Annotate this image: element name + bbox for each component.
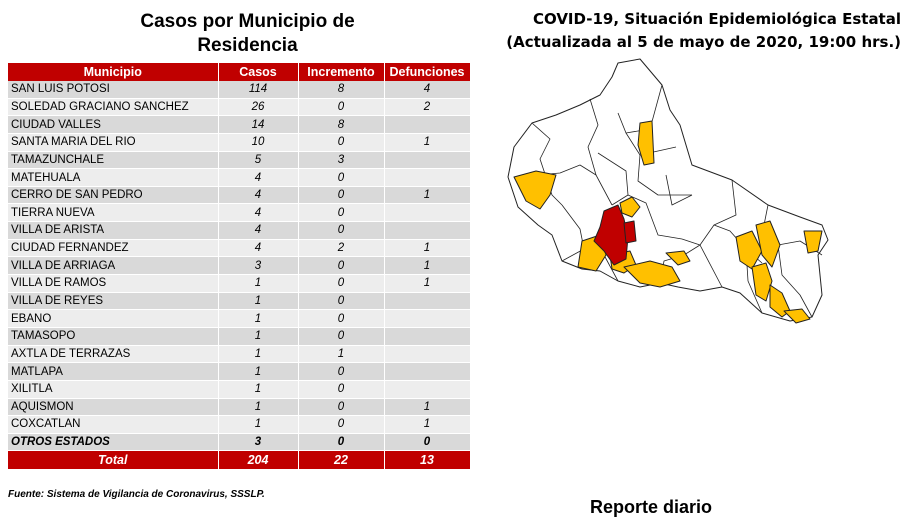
cell-incremento: 0 <box>298 416 384 434</box>
cell-defunciones <box>384 169 470 187</box>
table-row <box>8 257 470 275</box>
table-title-line2: Residencia <box>197 35 298 56</box>
cell-municipio: VILLA DE REYES <box>8 292 218 310</box>
cell-municipio: TAMASOPO <box>8 327 218 345</box>
cell-incremento: 0 <box>298 398 384 416</box>
cell-incremento: 2 <box>298 239 384 257</box>
cell-municipio: TAMAZUNCHALE <box>8 151 218 169</box>
cell-casos: 4 <box>218 204 298 222</box>
table-row <box>8 98 470 116</box>
map-title <box>506 8 901 54</box>
cell-casos: 1 <box>218 292 298 310</box>
cell-defunciones <box>384 204 470 222</box>
cell-casos: 114 <box>218 81 298 98</box>
cell-defunciones: 1 <box>384 239 470 257</box>
cell-defunciones <box>384 327 470 345</box>
cell-defunciones: 1 <box>384 133 470 151</box>
cell-incremento: 3 <box>298 151 384 169</box>
cell-casos: 1 <box>218 310 298 328</box>
cell-municipio: CIUDAD VALLES <box>8 116 218 134</box>
cell-casos: 1 <box>218 327 298 345</box>
source-note: Fuente: Sistema de Vigilancia de Coronavirus, SSSLP. <box>8 489 265 500</box>
cell-incremento: 0 <box>298 380 384 398</box>
cases-table <box>8 63 471 470</box>
cell-casos: 1 <box>218 416 298 434</box>
table-title <box>100 10 395 58</box>
cell-municipio: VILLA DE RAMOS <box>8 275 218 293</box>
cell-casos: 1 <box>218 345 298 363</box>
municipio-mayor-casos <box>624 221 636 243</box>
table-row <box>8 363 470 381</box>
cell-municipio: TIERRA NUEVA <box>8 204 218 222</box>
cell-defunciones <box>384 345 470 363</box>
table-row <box>8 398 470 416</box>
cell-defunciones <box>384 363 470 381</box>
cell-incremento: 0 <box>298 292 384 310</box>
cell-casos: 4 <box>218 222 298 240</box>
map-title-line1: COVID-19, Situación Epidemiológica Estatal <box>532 10 901 28</box>
cell-municipio: COXCATLAN <box>8 416 218 434</box>
cell-defunciones: 2 <box>384 98 470 116</box>
cell-casos: 10 <box>218 133 298 151</box>
table-header-row <box>8 63 470 81</box>
table-row <box>8 204 470 222</box>
cell-municipio: CERRO DE SAN PEDRO <box>8 186 218 204</box>
cell-incremento: 0 <box>298 98 384 116</box>
table-row <box>8 310 470 328</box>
cell-incremento: 0 <box>298 133 384 151</box>
cell-incremento: 0 <box>298 327 384 345</box>
cell-defunciones <box>384 380 470 398</box>
table-row <box>8 275 470 293</box>
cell-incremento: 0 <box>298 222 384 240</box>
table-row <box>8 292 470 310</box>
cell-casos: 1 <box>218 398 298 416</box>
cell-defunciones: 1 <box>384 398 470 416</box>
cell-municipio: EBANO <box>8 310 218 328</box>
cell-defunciones <box>384 310 470 328</box>
cell-casos: 1 <box>218 363 298 381</box>
table-row <box>8 239 470 257</box>
cell-incremento: 0 <box>298 169 384 187</box>
cell-incremento: 0 <box>298 186 384 204</box>
cell-municipio: CIUDAD FERNANDEZ <box>8 239 218 257</box>
cell-municipio: OTROS ESTADOS <box>8 433 218 451</box>
cell-defunciones <box>384 151 470 169</box>
table-row <box>8 416 470 434</box>
header-incremento: Incremento <box>298 63 384 81</box>
table-row <box>8 327 470 345</box>
cell-casos: 14 <box>218 116 298 134</box>
header-municipio: Municipio <box>8 63 218 81</box>
header-casos: Casos <box>218 63 298 81</box>
cell-defunciones: 0 <box>384 433 470 451</box>
cell-casos: 4 <box>218 186 298 204</box>
cell-municipio: AXTLA DE TERRAZAS <box>8 345 218 363</box>
table-row <box>8 345 470 363</box>
cell-municipio: MATLAPA <box>8 363 218 381</box>
cell-incremento: 0 <box>298 275 384 293</box>
cell-municipio: XILITLA <box>8 380 218 398</box>
cell-casos: 26 <box>218 98 298 116</box>
table-row-otros-estados <box>8 433 470 451</box>
cell-incremento: 8 <box>298 81 384 98</box>
cell-defunciones: 4 <box>384 81 470 98</box>
cell-defunciones <box>384 222 470 240</box>
total-defunciones: 13 <box>384 451 470 470</box>
total-incremento: 22 <box>298 451 384 470</box>
cell-incremento: 0 <box>298 310 384 328</box>
cell-defunciones: 1 <box>384 186 470 204</box>
table-row <box>8 151 470 169</box>
cell-municipio: MATEHUALA <box>8 169 218 187</box>
cell-casos: 3 <box>218 257 298 275</box>
cell-incremento: 8 <box>298 116 384 134</box>
cell-municipio: SOLEDAD GRACIANO SANCHEZ <box>8 98 218 116</box>
total-row <box>8 451 470 470</box>
cell-incremento: 0 <box>298 257 384 275</box>
cell-defunciones: 1 <box>384 275 470 293</box>
table-row <box>8 186 470 204</box>
daily-report-label: Reporte diario <box>590 497 713 517</box>
total-label: Total <box>8 451 218 470</box>
cell-casos: 1 <box>218 380 298 398</box>
cell-defunciones: 1 <box>384 416 470 434</box>
table-row <box>8 380 470 398</box>
cell-defunciones <box>384 116 470 134</box>
cell-municipio: VILLA DE ARISTA <box>8 222 218 240</box>
cell-defunciones <box>384 292 470 310</box>
map-title-line2: (Actualizada al 5 de mayo de 2020, 19:00 hrs.) <box>506 33 901 51</box>
header-defunciones: Defunciones <box>384 63 470 81</box>
cell-casos: 5 <box>218 151 298 169</box>
cell-casos: 3 <box>218 433 298 451</box>
table-row <box>8 81 470 98</box>
cell-casos: 1 <box>218 275 298 293</box>
table-title-line1: Casos por Municipio de <box>140 11 355 32</box>
table-row <box>8 116 470 134</box>
cell-municipio: VILLA DE ARRIAGA <box>8 257 218 275</box>
total-casos: 204 <box>218 451 298 470</box>
table-row <box>8 169 470 187</box>
cell-incremento: 1 <box>298 345 384 363</box>
cell-incremento: 0 <box>298 363 384 381</box>
cell-defunciones: 1 <box>384 257 470 275</box>
state-map <box>500 55 840 330</box>
cell-incremento: 0 <box>298 204 384 222</box>
cell-casos: 4 <box>218 239 298 257</box>
cell-incremento: 0 <box>298 433 384 451</box>
cell-municipio: SANTA MARIA DEL RIO <box>8 133 218 151</box>
cell-municipio: SAN LUIS POTOSI <box>8 81 218 98</box>
cell-municipio: AQUISMON <box>8 398 218 416</box>
table-row <box>8 222 470 240</box>
table-row <box>8 133 470 151</box>
cell-casos: 4 <box>218 169 298 187</box>
